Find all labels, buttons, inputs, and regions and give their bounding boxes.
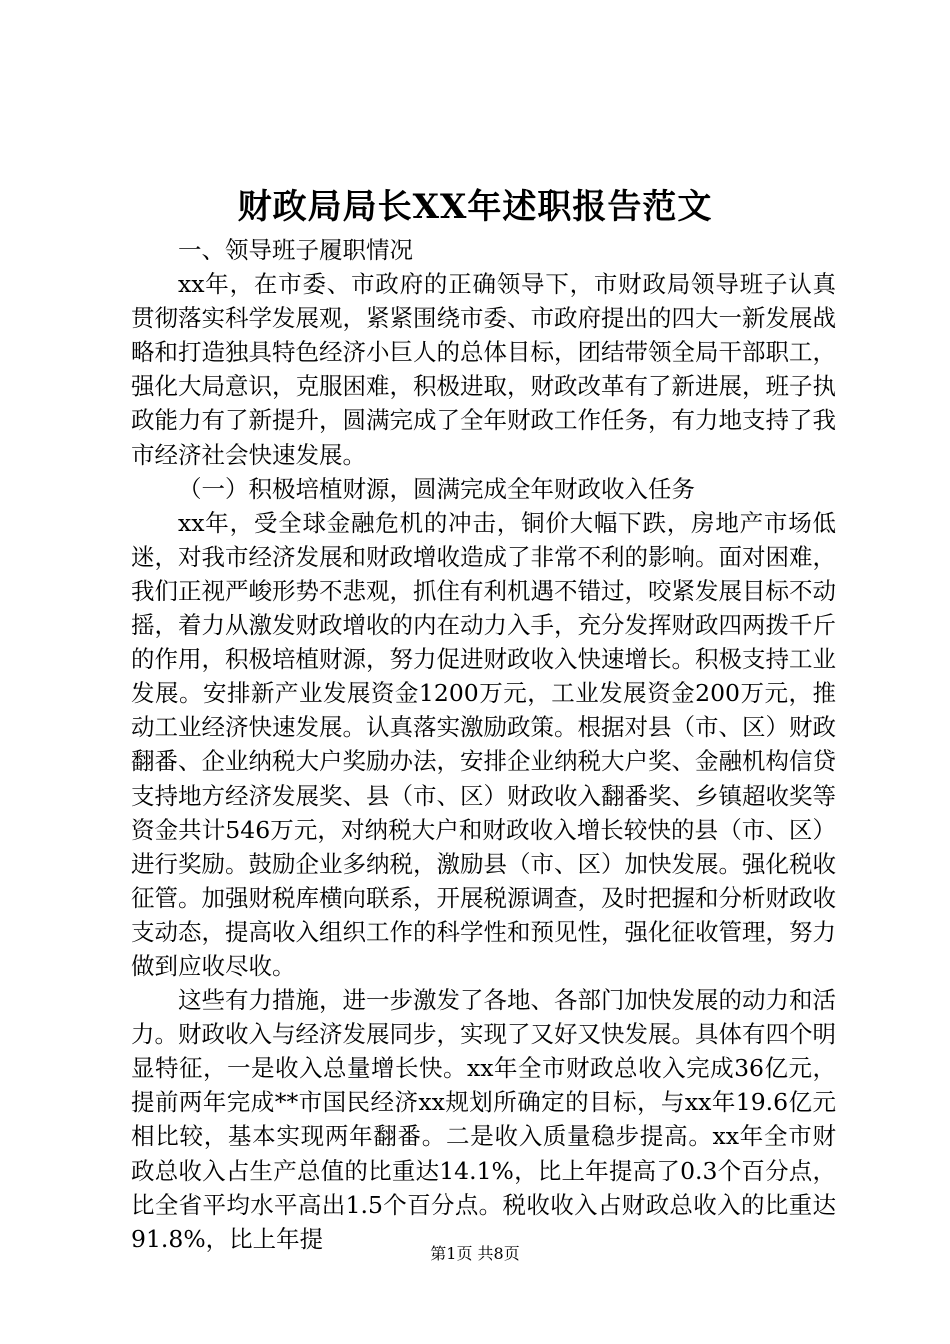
paragraph: xx年，受全球金融危机的冲击，铜价大幅下跌，房地产市场低迷，对我市经济发展和财政增收造成了非常不利的影响。面对困难，我们正视严峻形势不悲观，抓住有利机遇不错过，咬紧发展目标不动摇，着力从激发财政增收的内在动力入手，充分发挥财政四两拨千斤的作用，积极培植财源，努力促进财政收入快速增长。积极支持工业发展。安排新产业发展资金1200万元，工业发展资金200万元，推动工业经济快速发展。认真落实激励政策。根据对县（市、区）财政翻番、企业纳税大户奖励办法，安排企业纳税大户奖、金融机构信贷支持地方经济发展奖、县（市、区）财政收入翻番奖、乡镇超收奖等资金共计546万元，对纳税大户和财政收入增长较快的县（市、区）进行奖励。鼓励企业多纳税，激励县（市、区）加快发展。强化税收征管。加强财税库横向联系，开展税源调查，及时把握和分析财政收支动态，提高收入组织工作的科学性和预见性，强化征收管理，努力做到应收尽收。	[131, 508, 836, 980]
paragraph: xx年，在市委、市政府的正确领导下，市财政局领导班子认真贯彻落实科学发展观，紧紧围绕市委、市政府提出的四大一新发展战略和打造独具特色经济小巨人的总体目标，团结带领全局干部职工，强化大局意识，克服困难，积极进取，财政改革有了新进展，班子执政能力有了新提升，圆满完成了全年财政工作任务，有力地支持了我市经济社会快速发展。	[131, 270, 836, 469]
page-footer: 第1页 共8页	[430, 1244, 520, 1263]
document-body	[131, 233, 836, 1256]
subsection-heading: （一）积极培植财源，圆满完成全年财政收入任务	[178, 474, 695, 503]
paragraph: 这些有力措施，进一步激发了各地、各部门加快发展的动力和活力。财政收入与经济发展同步，实现了又好又快发展。具体有四个明显特征，一是收入总量增长快。xx年全市财政总收入完成36亿元，提前两年完成**市国民经济xx规划所确定的目标，与xx年19.6亿元相比较，基本实现两年翻番。二是收入质量稳步提高。xx年全市财政总收入占生产总值的比重达14.1%，比上年提高了0.3个百分点，比全省平均水平高出1.5个百分点。税收收入占财政总收入的比重达91.8%，比上年提	[131, 986, 836, 1253]
document-title: 财政局局长XX年述职报告范文	[237, 187, 713, 227]
section-heading: 一、领导班子履职情况	[178, 236, 413, 264]
